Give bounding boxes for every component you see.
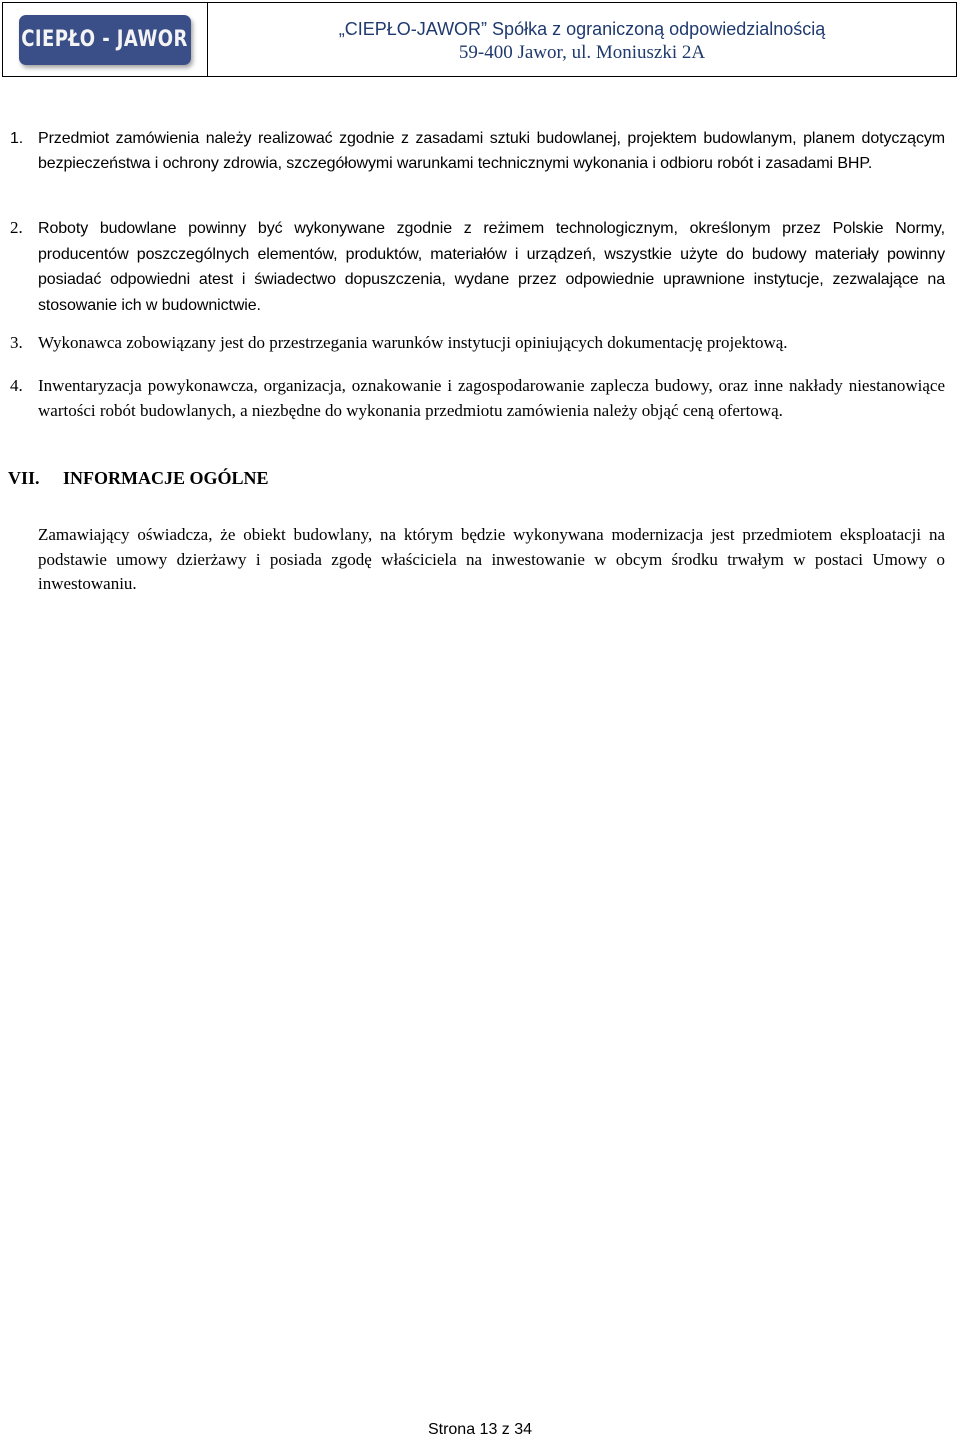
page-number: Strona 13 z 34 (427, 1421, 533, 1438)
company-address: 59-400 Jawor, ul. Moniuszki 2A (458, 41, 706, 63)
logo-cell (3, 3, 208, 76)
list-item-number: 1. (10, 130, 24, 147)
list-item-4 (10, 374, 945, 423)
logo-text: CIEPŁO - JAWOR (21, 27, 189, 52)
company-logo (19, 15, 191, 65)
page-header (2, 2, 957, 77)
section-title: INFORMACJE OGÓLNE (63, 468, 269, 488)
section-body: Zamawiający oświadcza, że obiekt budowlany, na którym będzie wykonywana modernizacja jest przedmiotem eksploatacji na podstawie umowy dzierżawy i posiada zgodę właściciela na inwestowanie w obcym środku trwałym w postaci Umowy o inwestowaniu. (38, 525, 945, 593)
list-item-number: 3. (10, 333, 23, 352)
section-heading (8, 466, 269, 490)
header-info (208, 3, 956, 76)
section-number: VII. (8, 468, 40, 488)
list-item-2 (10, 216, 945, 318)
list-item-3 (10, 331, 945, 356)
company-name: „CIEPŁO-JAWOR” Spółka z ograniczoną odpowiedzialnością (338, 18, 826, 39)
list-item-number: 4. (10, 376, 23, 395)
list-item-number: 2. (10, 218, 23, 237)
list-item-text: Przedmiot zamówienia należy realizować zgodnie z zasadami sztuki budowlanej, projektem budowlanym, planem dotyczącym bezpieczeństwa i ochrony zdrowia, szczegółowymi warunkami technicznymi wykonania i odbioru robót i zasadami BHP. (38, 130, 945, 172)
list-item-text: Roboty budowlane powinny być wykonywane zgodnie z reżimem technologicznym, określonym przez Polskie Normy, producentów poszczególnych elementów, produktów, materiałów i urządzeń, wszystkie użyte do budowy materiały powinny posiadać odpowiedni atest i świadectwo dopuszczenia, wydane przez odpowiednie uprawnione instytucje, zezwalające na stosowanie ich w budownictwie. (38, 220, 945, 314)
list-item-text: Wykonawca zobowiązany jest do przestrzegania warunków instytucji opiniujących dokumentację projektową. (38, 333, 788, 352)
list-item-text: Inwentaryzacja powykonawcza, organizacja, oznakowanie i zagospodarowanie zaplecza budowy, oraz inne nakłady niestanowiące wartości robót budowlanych, a niezbędne do wykonania przedmiotu zamówienia należy objąć ceną ofertową. (38, 376, 945, 420)
list-item-1 (10, 127, 945, 176)
